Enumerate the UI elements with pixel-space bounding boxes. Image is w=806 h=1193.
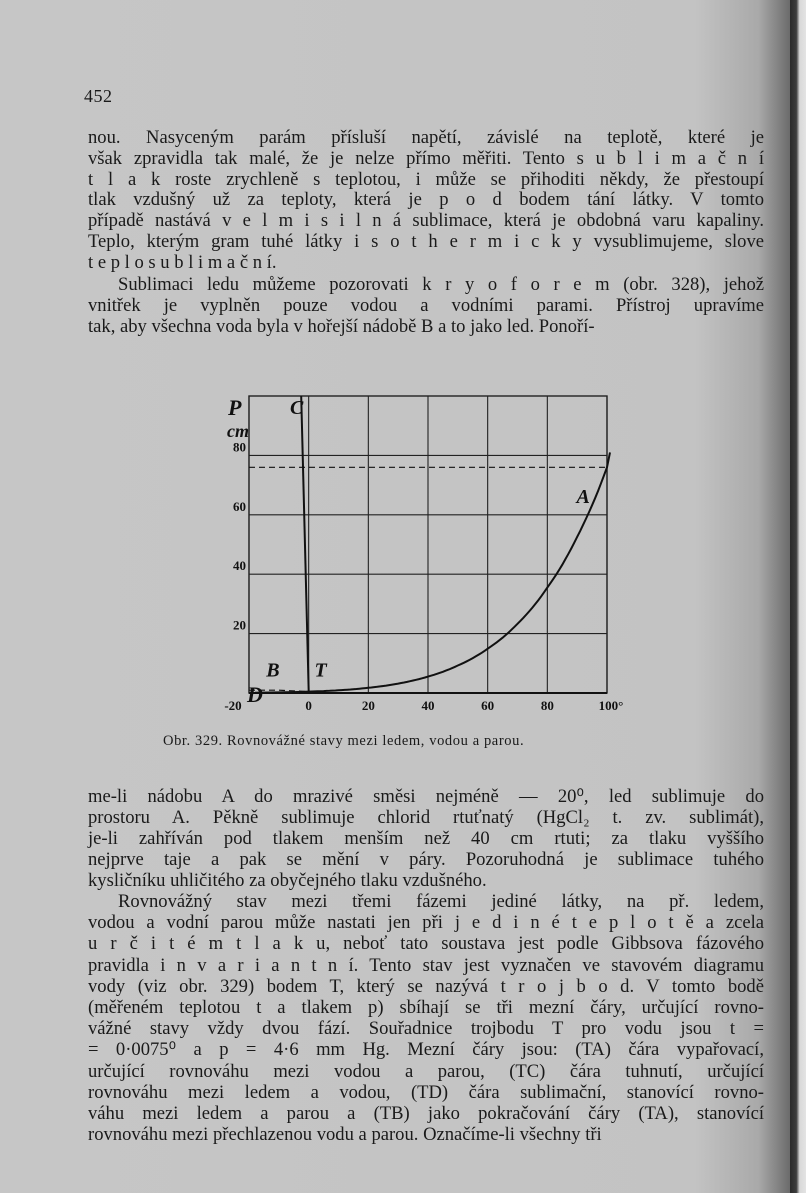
page-edge-shadow	[790, 0, 806, 1193]
text-line: nou. Nasyceným parám přísluší napětí, závislé na teplotě, které je	[88, 127, 764, 148]
text-line: = 0·0075⁰ a p = 4·6 mm Hg. Mezní čáry jsou: (TA) čára vypařovací,	[88, 1039, 764, 1061]
text-line: t l a k roste zrychleně s teplotou, i může se přihoditi někdy, že přestoupí	[88, 168, 764, 190]
y-tick-label: 60	[233, 498, 246, 514]
x-tick-label: 100°	[598, 698, 624, 713]
text-line: rovnováhu mezi ledem a vodou, (TD) čára sublimační, stanovící rovno-	[88, 1081, 764, 1103]
point-label-a: A	[576, 485, 590, 508]
text-line: me-li nádobu A do mrazivé směsi nejméně — 20⁰, led sublimuje do	[88, 786, 764, 807]
text-line: Rovnovážný stav mezi třemi fázemi jediné látky, na př. ledem,	[118, 891, 764, 912]
y-tick-label: 20	[233, 617, 246, 633]
text-line: určující rovnováhu mezi vodou a parou, (TC) čára tuhnutí, určující	[88, 1060, 764, 1082]
text-line: je-li zahříván pod tlakem menším než 40 cm rtuti; za tlaku vyššího	[88, 828, 764, 849]
text-line: prostoru A. Pěkně sublimuje chlorid rtuťnatý (HgCl₂ t. zv. sublimát),	[88, 807, 764, 828]
x-tick-label: 0	[305, 698, 312, 713]
paragraph-top-2	[88, 274, 764, 337]
point-label-t: T	[314, 659, 327, 682]
paragraph-bottom-2	[88, 891, 764, 1145]
x-tick-label: 20	[361, 698, 375, 713]
point-label-d: D	[247, 681, 263, 707]
series-line-tc	[301, 396, 309, 692]
figure-caption: Obr. 329. Rovnovážné stavy mezi ledem, vodou a parou.	[163, 733, 525, 749]
text-line: rovnováhu mezi přechlazenou vodu a parou. Označíme-li všechny tři	[88, 1124, 602, 1146]
page-number: 452	[84, 86, 113, 106]
series-line-ta	[309, 452, 610, 691]
text-line: tlak vzdušný už za teploty, která je p o d bodem tání látky. V tomto	[88, 189, 764, 211]
text-line: (měřeném teplotou t a tlakem p) sbíhají se tři mezní čáry, určující rovno-	[88, 997, 764, 1019]
phase-diagram-chart	[200, 380, 640, 725]
text-line: u r č i t é m t l a k u, neboť tato soustava jest podle Gibbsova fázového	[88, 933, 764, 955]
y-tick-label: 80	[233, 439, 246, 455]
text-line: váhu mezi ledem a parou a (TB) jako pokračování čáry (TA), stanovící	[88, 1103, 764, 1125]
x-tick-label: 80	[540, 698, 554, 713]
y-axis-unit: cm	[227, 421, 249, 441]
text-line: tak, aby všechna voda byla v hořejší nádobě B a to jako led. Ponoří-	[88, 316, 595, 337]
text-line: Teplo, kterým gram tuhé látky i s o t h e r m i c k y vysublimujeme, slove	[88, 230, 764, 252]
text-line: vážné stavy vždy dvou fází. Souřadnice trojbodu T pro vodu jsou t =	[88, 1018, 764, 1040]
paragraph-top-1	[88, 128, 764, 274]
text-line: však zpravidla tak malé, že je nelze přímo měřiti. Tento s u b l i m a č n í	[88, 147, 764, 169]
text-line: kysličníku uhličitého za obyčejného tlaku vzdušného.	[88, 870, 487, 891]
text-line: nejprve taje a pak se mění v páry. Pozoruhodná je sublimace tuhého	[88, 849, 764, 870]
text-line: případě nastává v e l m i s i l n á sublimace, která je obdobná varu kapaliny.	[88, 210, 764, 232]
text-line: pravidla i n v a r i a n t n í. Tento stav jest vyznačen ve stavovém diagramu	[88, 954, 764, 976]
text-line: Sublimaci ledu můžeme pozorovati k r y o f o r e m (obr. 328), jehož	[118, 274, 764, 295]
x-tick-label: -20	[224, 698, 242, 713]
point-label-c: C	[290, 396, 304, 419]
text-line: vodou a vodní parou může nastati jen při j e d i n é t e p l o t ě a zcela	[88, 912, 764, 934]
text-line: t e p l o s u b l i m a č n í.	[88, 251, 277, 273]
x-tick-label: 40	[421, 698, 435, 713]
text-line: vody (viz obr. 329) bodem T, který se nazývá t r o j b o d. V tomto bodě	[88, 975, 764, 997]
x-tick-label: 60	[481, 698, 495, 713]
text-line: vnitřek je vyplněn pouze vodou a vodními parami. Přístroj upravíme	[88, 295, 764, 316]
paragraph-bottom-1	[88, 786, 764, 891]
point-label-b: B	[266, 659, 280, 682]
y-tick-label: 40	[233, 558, 246, 574]
y-axis-label: P	[228, 395, 242, 420]
